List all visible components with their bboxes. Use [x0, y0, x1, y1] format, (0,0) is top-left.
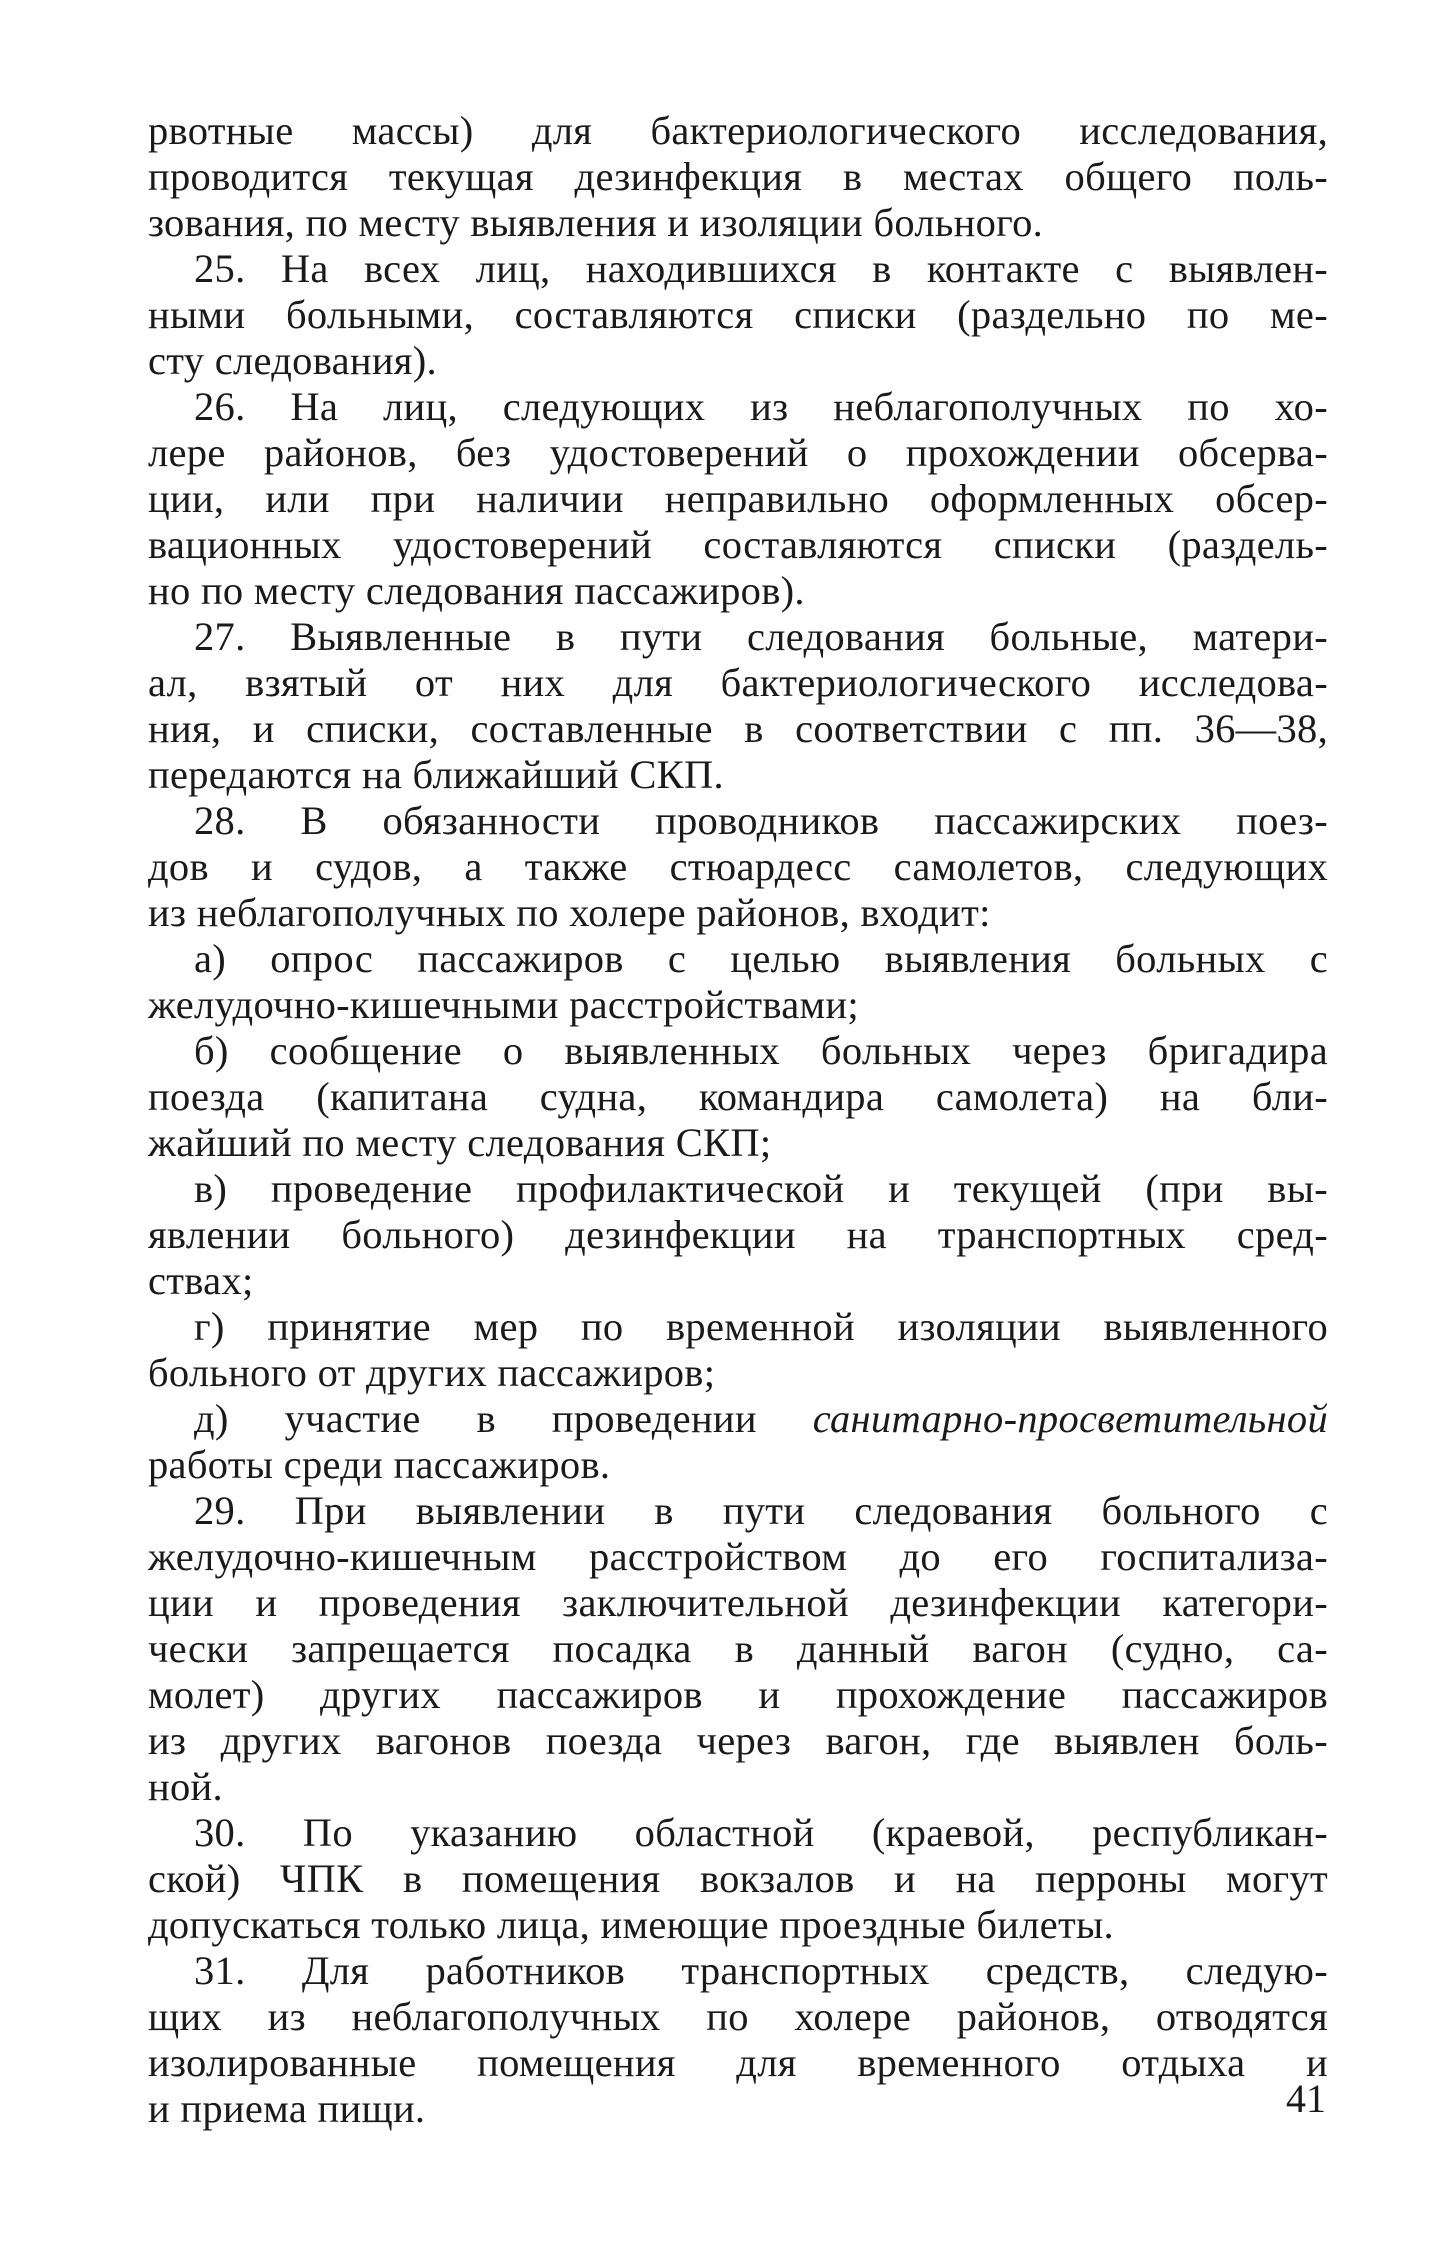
- text-line-content: ции, или при наличии неправильно оформленных обсер-: [148, 476, 1328, 521]
- text-line-content: а) опрос пассажиров с целью выявления больных с: [194, 936, 1328, 981]
- text-line-content: рвотные массы) для бактериологического исследования,: [148, 108, 1328, 153]
- text-line-content: допускаться только лица, имеющие проездные билеты.: [148, 1902, 1114, 1947]
- text-line: [148, 890, 1328, 936]
- text-line: [148, 1902, 1328, 1948]
- text-line: [148, 1212, 1328, 1258]
- text-line-content: щих из неблагополучных по холере районов, отводятся: [148, 1994, 1328, 2039]
- text-line: [148, 1120, 1328, 1166]
- text-line: [148, 660, 1328, 706]
- text-line: [148, 568, 1328, 614]
- text-line-content: ствах;: [148, 1258, 254, 1303]
- text-line: [148, 1304, 1328, 1350]
- text-line-content: работы среди пассажиров.: [148, 1442, 611, 1487]
- text-line: [148, 1442, 1328, 1488]
- text-line-content: ными больными, составляются списки (раздельно по ме-: [148, 292, 1328, 337]
- text-line: [148, 1350, 1328, 1396]
- text-line: [148, 108, 1328, 154]
- text-line-content: чески запрещается посадка в данный вагон (судно, са-: [148, 1626, 1328, 1671]
- text-line: [148, 1396, 1328, 1442]
- text-line: [148, 1534, 1328, 1580]
- text-line: [148, 798, 1328, 844]
- text-line: [148, 936, 1328, 982]
- text-line-content: из неблагополучных по холере районов, входит:: [148, 890, 991, 935]
- text-line-content: молет) других пассажиров и прохождение пассажиров: [148, 1672, 1328, 1717]
- text-line: [148, 706, 1328, 752]
- text-line-content: д) участие в проведении: [194, 1396, 813, 1441]
- text-line-content: больного от других пассажиров;: [148, 1350, 716, 1395]
- text-line-content: ции и проведения заключительной дезинфекции категори-: [148, 1580, 1328, 1625]
- text-line-content: вационных удостоверений составляются списки (раздель-: [148, 522, 1328, 567]
- text-line: [148, 1994, 1328, 2040]
- text-line-content: изолированные помещения для временного отдыха и: [148, 2040, 1328, 2085]
- text-line-content: 28. В обязанности проводников пассажирских поез-: [194, 798, 1328, 843]
- text-line-content: сту следования).: [148, 338, 437, 383]
- text-line-content: жайший по месту следования СКП;: [148, 1120, 772, 1165]
- text-line: [148, 1672, 1328, 1718]
- text-line: [148, 2086, 1328, 2132]
- text-line: [148, 200, 1328, 246]
- text-line: [148, 1166, 1328, 1212]
- text-line-content: зования, по месту выявления и изоляции больного.: [148, 200, 1044, 245]
- text-line-content: ния, и списки, составленные в соответствии с пп. 36—38,: [148, 706, 1328, 751]
- text-line: [148, 1028, 1328, 1074]
- text-line: [148, 982, 1328, 1028]
- text-line-content: дов и судов, а также стюардесс самолетов, следующих: [148, 844, 1328, 889]
- page-number: 41: [1286, 2076, 1326, 2121]
- text-line-content: желудочно-кишечным расстройством до его госпитализа-: [148, 1534, 1328, 1579]
- text-line-content: 31. Для работников транспортных средств, следую-: [194, 1948, 1328, 1993]
- text-line: [148, 154, 1328, 200]
- text-line: [148, 430, 1328, 476]
- text-line: [148, 1074, 1328, 1120]
- text-line-content: б) сообщение о выявленных больных через бригадира: [194, 1028, 1328, 1073]
- text-line-content: проводится текущая дезинфекция в местах общего поль-: [148, 154, 1328, 199]
- text-line: [148, 844, 1328, 890]
- text-line: [148, 1488, 1328, 1534]
- text-line: [148, 1856, 1328, 1902]
- text-line: [148, 614, 1328, 660]
- text-line: [148, 522, 1328, 568]
- text-line: [148, 1580, 1328, 1626]
- text-line-content: 26. На лиц, следующих из неблагополучных по хо-: [194, 384, 1328, 429]
- text-line: [148, 1626, 1328, 1672]
- text-line-content: ской) ЧПК в помещения вокзалов и на перроны могут: [148, 1856, 1328, 1901]
- italic-phrase: санитарно-просветительной: [812, 1396, 1328, 1441]
- text-line-content: желудочно-кишечными расстройствами;: [148, 982, 859, 1027]
- text-line: [148, 1764, 1328, 1810]
- text-line-content: 25. На всех лиц, находившихся в контакте с выявлен-: [194, 246, 1328, 291]
- text-line-content: поезда (капитана судна, командира самолета) на бли-: [148, 1074, 1328, 1119]
- text-line: [148, 1258, 1328, 1304]
- text-line-content: и приема пищи.: [148, 2086, 426, 2131]
- text-line: [148, 292, 1328, 338]
- text-line: [148, 338, 1328, 384]
- text-line: [148, 246, 1328, 292]
- text-line: [148, 752, 1328, 798]
- text-line-content: в) проведение профилактической и текущей (при вы-: [194, 1166, 1328, 1211]
- text-line: [148, 476, 1328, 522]
- text-line: [148, 1718, 1328, 1764]
- text-line: [148, 384, 1328, 430]
- text-line-content: из других вагонов поезда через вагон, где выявлен боль-: [148, 1718, 1328, 1763]
- text-line-content: 27. Выявленные в пути следования больные, матери-: [194, 614, 1328, 659]
- page-body: [148, 108, 1328, 2132]
- text-line-content: 29. При выявлении в пути следования больного с: [194, 1488, 1328, 1533]
- text-line-content: 30. По указанию областной (краевой, республикан-: [194, 1810, 1328, 1855]
- text-line-content: ал, взятый от них для бактериологического исследова-: [148, 660, 1328, 705]
- text-line: [148, 1810, 1328, 1856]
- text-line-content: явлении больного) дезинфекции на транспортных сред-: [148, 1212, 1328, 1257]
- text-line-content: лере районов, без удостоверений о прохождении обсерва-: [148, 430, 1328, 475]
- text-line-content: но по месту следования пассажиров).: [148, 568, 805, 613]
- text-line: [148, 2040, 1328, 2086]
- text-line-content: г) принятие мер по временной изоляции выявленного: [194, 1304, 1328, 1349]
- text-line-content: передаются на ближайший СКП.: [148, 752, 724, 797]
- text-line-content: ной.: [148, 1764, 223, 1809]
- text-line: [148, 1948, 1328, 1994]
